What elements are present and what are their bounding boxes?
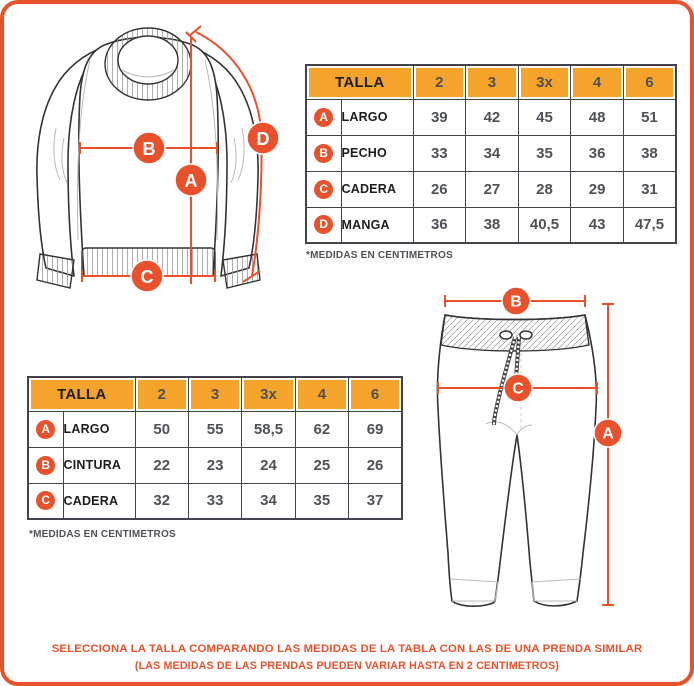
measure-label: CINTURA — [63, 447, 135, 483]
units-note-sweater: *MEDIDAS EN CENTIMETROS — [306, 250, 453, 261]
footer-line-1: SELECCIONA LA TALLA COMPARANDO LAS MEDIDAS DE LA TABLA CON LAS DE UNA PRENDA SIMILAR — [51, 643, 643, 655]
measure-label: LARGO — [341, 99, 413, 135]
size-col-header: 2 — [135, 377, 188, 411]
cell-value: 45 — [518, 99, 571, 135]
cell-value: 36 — [413, 207, 466, 243]
cell-value: 55 — [188, 411, 241, 447]
cell-value: 37 — [349, 483, 402, 519]
cell-value: 48 — [571, 99, 624, 135]
cell-value: 69 — [349, 411, 402, 447]
measure-label: LARGO — [63, 411, 135, 447]
sweater-label-a — [175, 164, 207, 196]
letter-badge: A — [36, 420, 55, 439]
cell-value: 34 — [242, 483, 295, 519]
measure-line-a — [602, 304, 614, 605]
talla-header: TALLA — [306, 65, 413, 99]
cell-value: 28 — [518, 171, 571, 207]
sweater-label-c — [131, 260, 163, 292]
cell-value: 38 — [466, 207, 519, 243]
letter-badge: B — [314, 144, 333, 163]
cell-value: 32 — [135, 483, 188, 519]
cell-value: 33 — [188, 483, 241, 519]
svg-text:A: A — [602, 425, 614, 443]
letter-badge: C — [36, 491, 55, 510]
svg-text:B: B — [142, 139, 156, 159]
cell-value: 36 — [571, 135, 624, 171]
pants-size-table — [27, 376, 403, 520]
letter-badge: A — [314, 108, 333, 127]
left-eyelet — [500, 331, 512, 339]
svg-text:C: C — [140, 267, 154, 287]
cell-value: 62 — [295, 411, 348, 447]
talla-header: TALLA — [28, 377, 135, 411]
table-row — [306, 99, 676, 135]
svg-text:A: A — [184, 171, 198, 191]
cuff-side-lines — [495, 582, 534, 601]
table-row — [306, 207, 676, 243]
pants-diagram — [420, 283, 660, 623]
table-row — [306, 171, 676, 207]
size-col-header: 3 — [188, 377, 241, 411]
sweater-label-b — [133, 132, 165, 164]
size-col-header: 3x — [242, 377, 295, 411]
measure-label: CADERA — [63, 483, 135, 519]
measure-label: MANGA — [341, 207, 413, 243]
letter-badge: D — [314, 215, 333, 234]
size-col-header: 4 — [295, 377, 348, 411]
size-col-header: 2 — [413, 65, 466, 99]
letter-badge: C — [314, 180, 333, 199]
cell-value: 39 — [413, 99, 466, 135]
cell-value: 42 — [466, 99, 519, 135]
cell-value: 58,5 — [242, 411, 295, 447]
cell-value: 22 — [135, 447, 188, 483]
pants-waistband — [441, 315, 589, 351]
cell-value: 26 — [413, 171, 466, 207]
sweater-size-table — [305, 64, 677, 244]
pants-label-c — [504, 374, 532, 402]
cell-value: 35 — [295, 483, 348, 519]
pants-label-a — [594, 419, 622, 447]
cell-value: 31 — [623, 171, 676, 207]
cell-value: 35 — [518, 135, 571, 171]
table-header-row — [28, 377, 402, 411]
size-col-header: 4 — [571, 65, 624, 99]
cell-value: 25 — [295, 447, 348, 483]
size-col-header: 6 — [623, 65, 676, 99]
size-col-header: 3x — [518, 65, 571, 99]
svg-text:C: C — [512, 380, 524, 398]
table-row — [306, 135, 676, 171]
cell-value: 40,5 — [518, 207, 571, 243]
table-row — [28, 483, 402, 519]
cell-value: 29 — [571, 171, 624, 207]
cell-value: 50 — [135, 411, 188, 447]
cell-value: 47,5 — [623, 207, 676, 243]
cell-value: 27 — [466, 171, 519, 207]
pants-label-b — [502, 287, 530, 315]
footer-line-2: (LAS MEDIDAS DE LAS PRENDAS PUEDEN VARIAR HASTA EN 2 CENTIMETROS) — [134, 660, 560, 672]
right-eyelet — [520, 331, 532, 339]
cell-value: 38 — [623, 135, 676, 171]
size-col-header: 3 — [466, 65, 519, 99]
svg-text:B: B — [510, 293, 522, 311]
cell-value: 24 — [242, 447, 295, 483]
letter-badge: B — [36, 456, 55, 475]
size-col-header: 6 — [349, 377, 402, 411]
sweater-left-cuff — [37, 254, 74, 288]
cell-value: 23 — [188, 447, 241, 483]
measure-label: CADERA — [341, 171, 413, 207]
table-row — [28, 447, 402, 483]
cell-value: 51 — [623, 99, 676, 135]
table-row — [28, 411, 402, 447]
cell-value: 43 — [571, 207, 624, 243]
svg-text:D: D — [256, 129, 270, 149]
sweater-label-d — [247, 122, 279, 154]
cell-value: 33 — [413, 135, 466, 171]
footer-instructions — [0, 643, 694, 672]
table-header-row — [306, 65, 676, 99]
cell-value: 34 — [466, 135, 519, 171]
cell-value: 26 — [349, 447, 402, 483]
units-note-pants: *MEDIDAS EN CENTIMETROS — [29, 529, 176, 540]
sweater-diagram — [10, 8, 308, 302]
measure-label: PECHO — [341, 135, 413, 171]
